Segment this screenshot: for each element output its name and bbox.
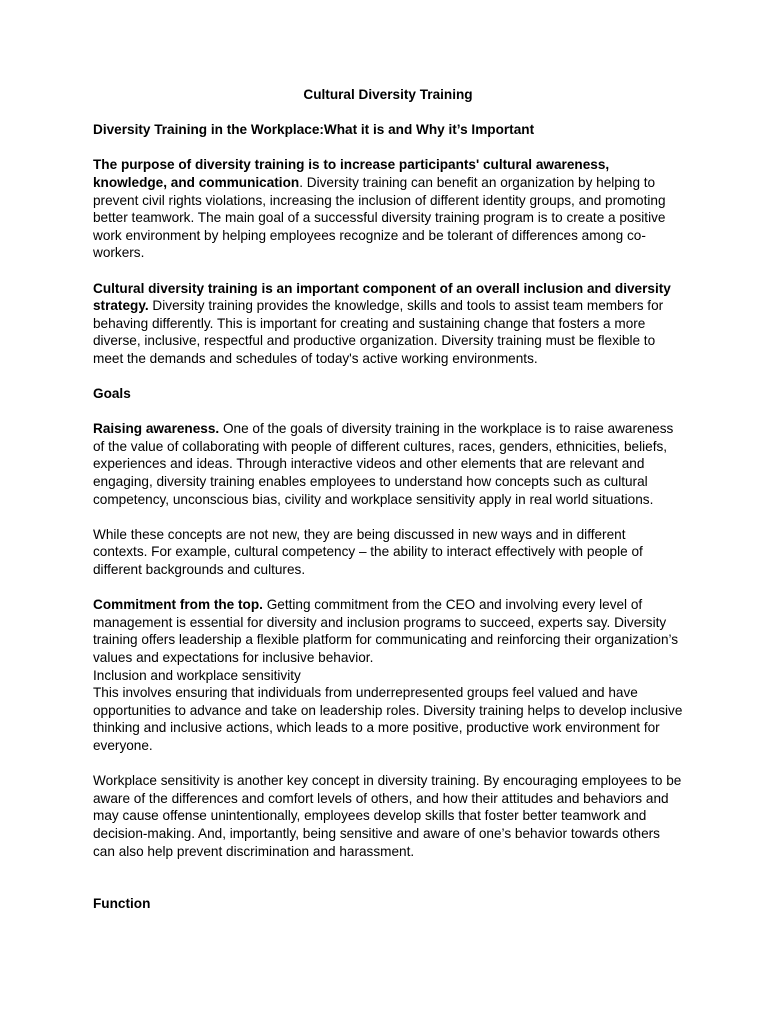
subheading-inclusion: Inclusion and workplace sensitivity (93, 667, 301, 683)
paragraph-sensitivity: Workplace sensitivity is another key concept in diversity training. By encouraging employees to be aware of the differences and comfort levels of others, and how their attitudes and behaviors and may cause offense unintentionally, employees develop skills that foster better teamwork and decision-making. And, importantly, being sensitive and aware of one’s behavior towards others can also help prevent discrimination and harassment. (93, 773, 682, 859)
subtitle-text: Diversity Training in the Workplace:What it is and Why it’s Important (93, 122, 535, 138)
paragraph-concepts: While these concepts are not new, they are being discussed in new ways and in different contexts. For example, cultural competency – the ability to interact effectively with people of different backgrounds and cultures. (93, 526, 643, 578)
function-heading (93, 895, 683, 913)
paragraph-component-text: Diversity training provides the knowledge, skills and tools to assist team members for behaving differently. This is important for creating and sustaining change that fosters a more diverse, inclusive, respectful and productive organization. Diversity training must be flexible to meet the demands and schedules of today's active working environments. (93, 298, 664, 366)
goals-heading-text: Goals (93, 386, 131, 402)
paragraph-inclusion: This involves ensuring that individuals from underrepresented groups feel valued and have opportunities to advance and take on leadership roles. Diversity training helps to develop inclusive thinking and inclusive actions, which leads to a more positive, productive work environment for everyone. (93, 685, 683, 753)
paragraph-purpose-text: . Diversity training can benefit an organization by helping to prevent civil rights violations, increasing the inclusion of different identity groups, and promoting better teamwork. The main goal of a successful diversity training program is to create a positive work environment by helping employees recognize and be tolerant of differences among co-workers. (93, 174, 666, 261)
paragraph-component-lead: Cultural diversity training is an important component of an overall inclusion and diversity strategy. (93, 280, 671, 314)
paragraph-purpose-lead: The purpose of diversity training is to increase participants' cultural awareness, knowledge, and communication (93, 157, 610, 190)
function-heading-text: Function (93, 896, 151, 912)
paragraph-component (93, 280, 683, 368)
paragraph-commitment (93, 596, 683, 666)
paragraph-awareness (93, 420, 683, 508)
paragraph-awareness-text: One of the goals of diversity training in the workplace is to raise awareness of the value of collaborating with people of different cultures, races, genders, ethnicities, beliefs, experiences and ideas. Through interactive videos and other elements that are relevant and engaging, diversity training enables employees to understand how concepts such as cultural competency, unconscious bias, civility and workplace sensitivity apply in real world situations. (93, 421, 674, 507)
paragraph-purpose (93, 156, 683, 262)
paragraph-commitment-text: Getting commitment from the CEO and involving every level of management is essential for diversity and inclusion programs to succeed, experts say. Diversity training offers leadership a flexible platform for communicating and reinforcing their organization’s values and expectations for inclusive behavior. (93, 597, 679, 665)
paragraph-commitment-lead: Commitment from the top. (93, 597, 263, 613)
document-body (93, 86, 683, 913)
document-title: Cultural Diversity Training (303, 87, 473, 102)
document-subtitle (93, 121, 683, 139)
goals-heading (93, 385, 683, 403)
paragraph-awareness-lead: Raising awareness. (93, 421, 220, 437)
